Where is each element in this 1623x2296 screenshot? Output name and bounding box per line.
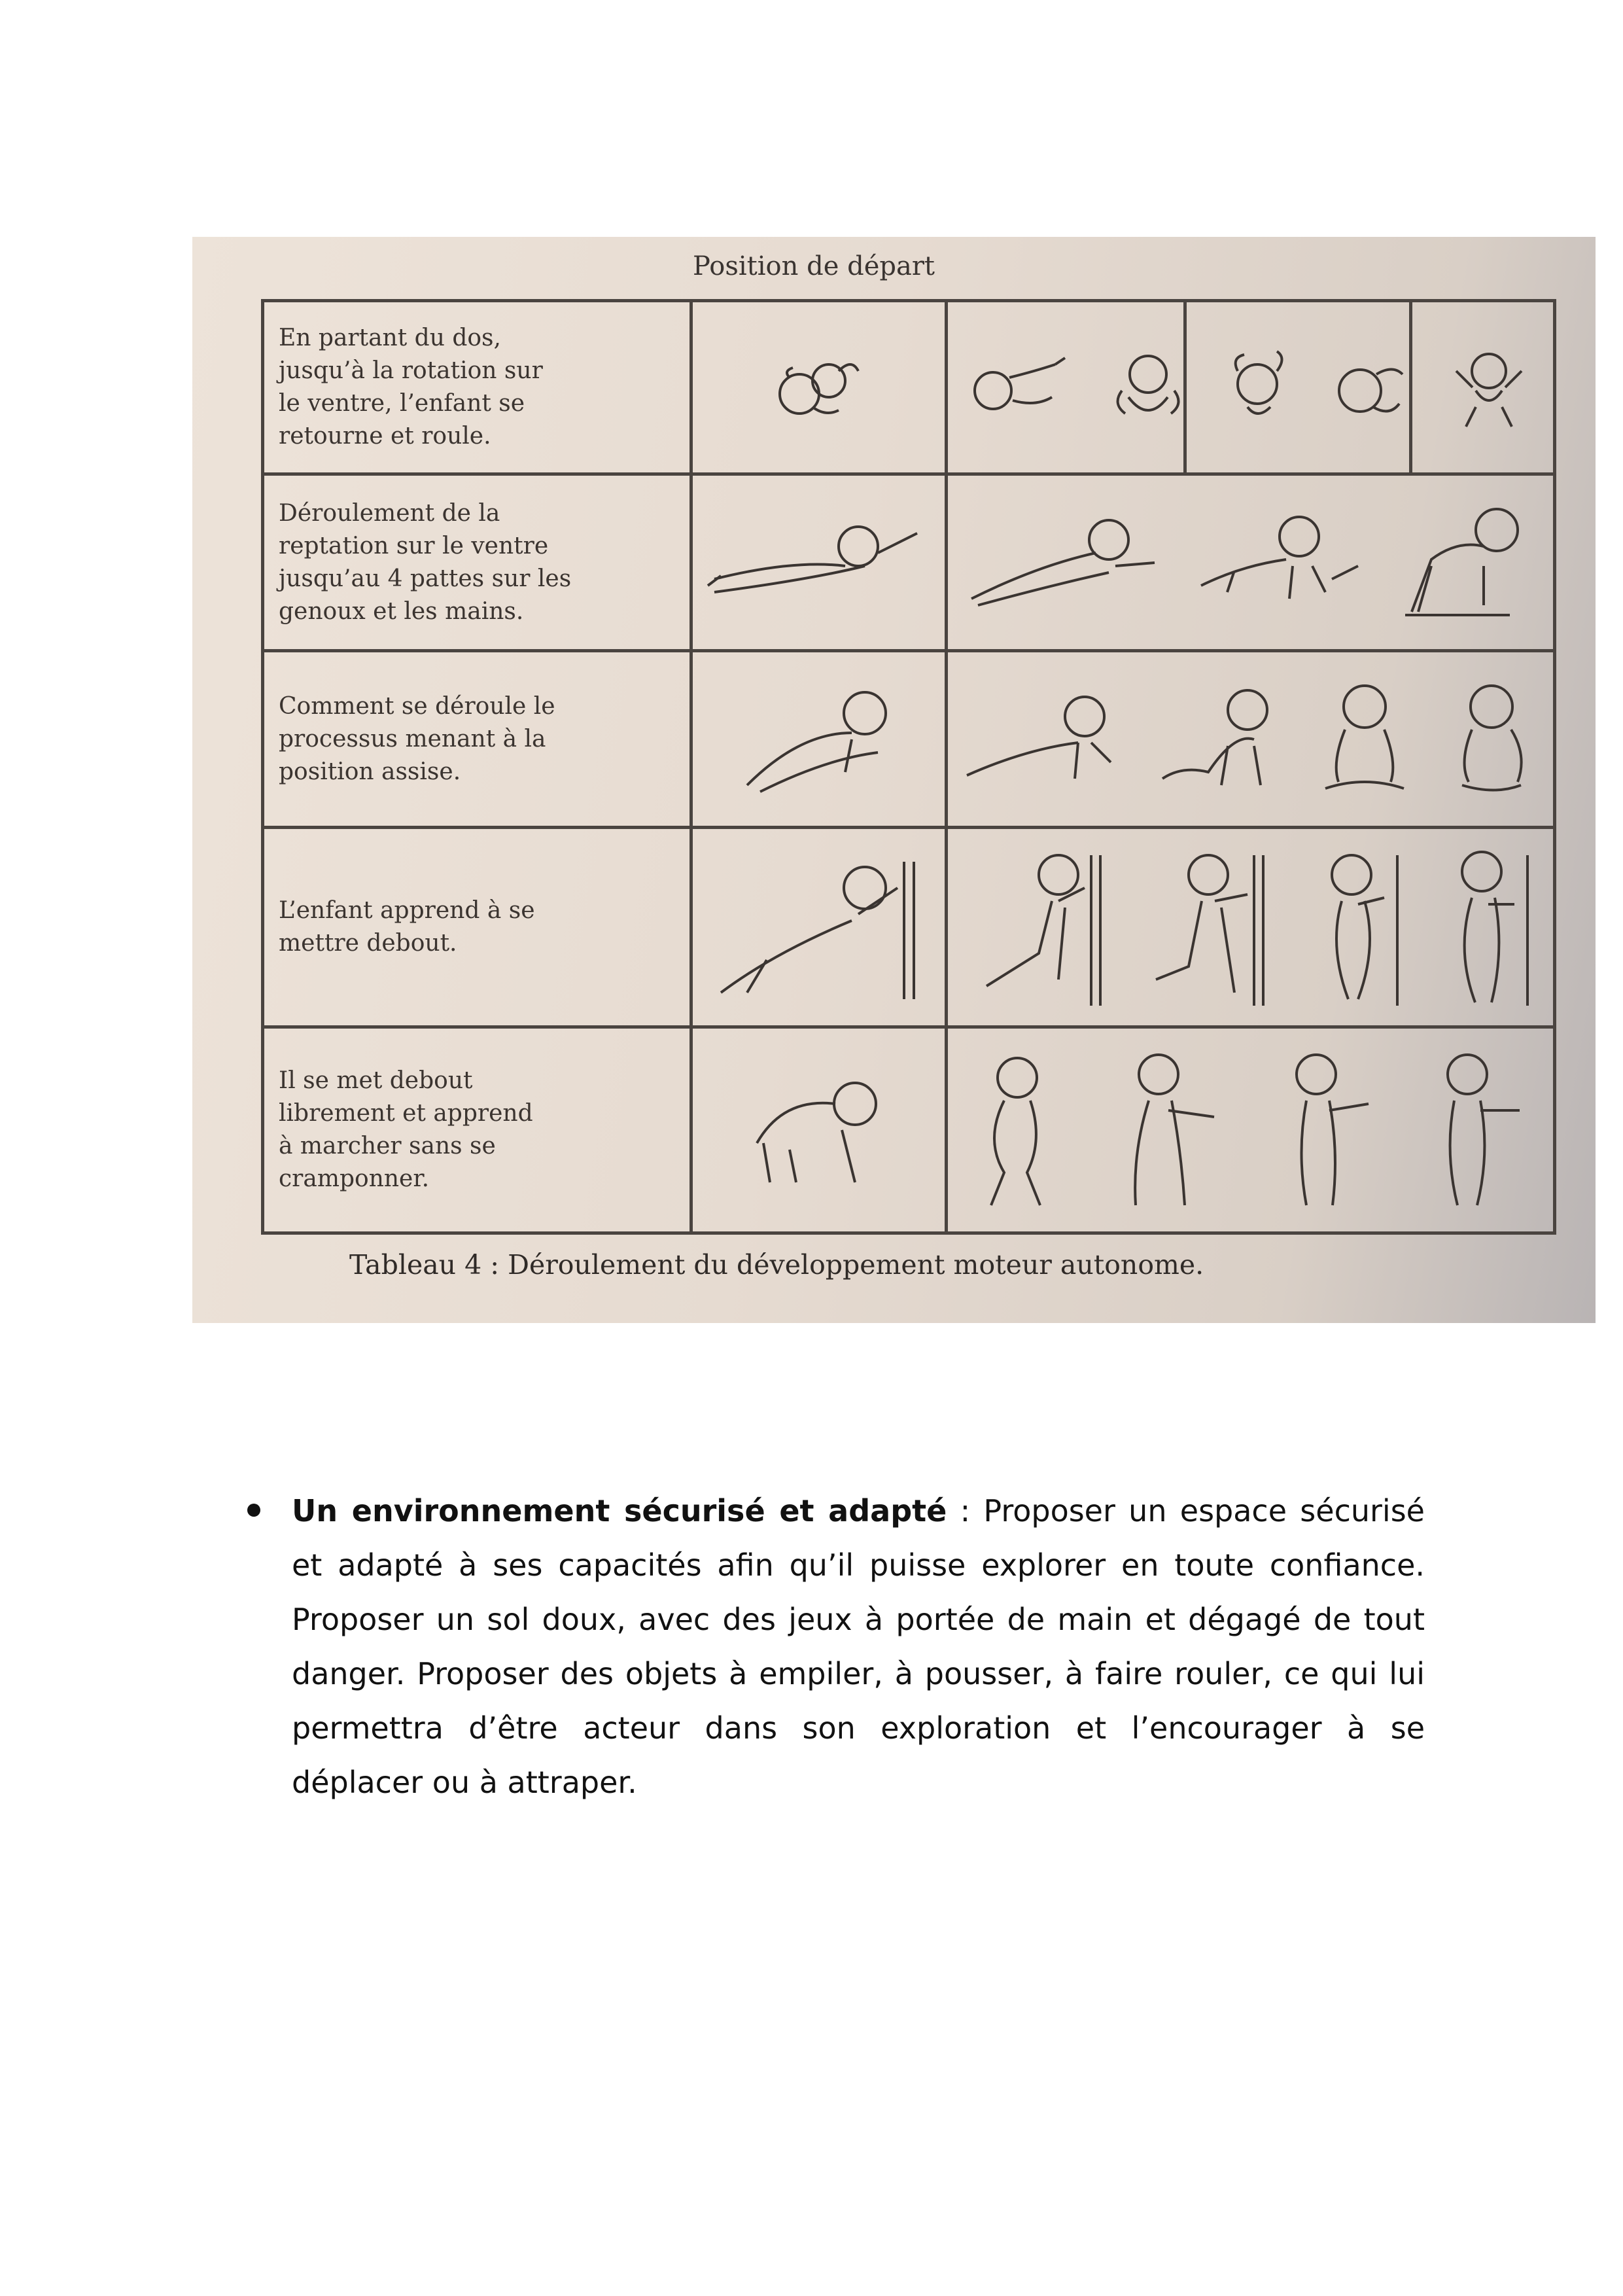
row-label: En partant du dos, jusqu’à la rotation sur le ventre, l’enfant se retourne et roule. bbox=[279, 325, 543, 450]
table-row bbox=[263, 828, 1555, 1027]
baby-crouched-illustration bbox=[968, 1045, 1066, 1215]
table-caption: Tableau 4 : Déroulement du développement moteur autonome. bbox=[349, 1249, 1204, 1280]
baby-first-step-illustration bbox=[1106, 1045, 1230, 1215]
baby-standing-support-illustration bbox=[1436, 842, 1541, 1012]
illustration-cell bbox=[948, 1029, 1553, 1231]
illustration-cell bbox=[693, 302, 945, 472]
row-label: Déroulement de la reptation sur le ventre jusqu’au 4 pattes sur les genoux et les mains. bbox=[279, 499, 572, 625]
baby-squatting-illustration bbox=[744, 1065, 894, 1195]
bullet-paragraph bbox=[292, 1484, 1425, 1810]
baby-half-kneel-illustration bbox=[1136, 842, 1274, 1012]
baby-rolled-illustration bbox=[1324, 348, 1409, 427]
table-photo bbox=[192, 237, 1596, 1323]
baby-belly-illustration bbox=[701, 514, 937, 612]
baby-walking-free-illustration bbox=[1422, 1045, 1533, 1215]
baby-turning-illustration bbox=[1221, 345, 1293, 430]
baby-reptation-illustration bbox=[958, 507, 1168, 618]
baby-sitting-illustration bbox=[1312, 677, 1417, 802]
baby-lying-illustration bbox=[767, 345, 871, 430]
bullet-title: Un environnement sécurisé et adapté bbox=[292, 1493, 947, 1528]
row-label: Comment se déroule le processus menant à la position assise. bbox=[279, 692, 555, 785]
bullet-item bbox=[247, 1484, 1425, 1810]
bullet-body: Proposer un espace sécurisé et adapté à ses capacités afin qu’il puisse explorer en toute confiance. Proposer un sol doux, avec des jeux à portée de main et dégagé de tout danger. Proposer des objets à empiler, à pousser, à faire rouler, ce qui lui permettra d’être acteur dans son exploration et l’encourager à se déplacer ou à attraper. bbox=[292, 1493, 1425, 1800]
baby-hands-knees-illustration bbox=[1392, 501, 1543, 625]
baby-walking-illustration bbox=[1270, 1045, 1382, 1215]
row-label: Il se met debout librement et apprend à marcher sans se cramponner. bbox=[279, 1067, 533, 1192]
table-row bbox=[263, 651, 1555, 828]
illustration-cell bbox=[948, 476, 1553, 649]
baby-rising-illustration bbox=[1299, 842, 1410, 1012]
illustration-cell bbox=[948, 652, 1553, 826]
baby-kneeling-support-illustration bbox=[708, 849, 930, 1006]
illustration-cell bbox=[693, 652, 945, 826]
table-row bbox=[263, 474, 1555, 651]
baby-on-back-illustration bbox=[1106, 345, 1191, 430]
baby-seated-illustration bbox=[1442, 677, 1541, 802]
photo-header: Position de départ bbox=[692, 251, 935, 281]
baby-four-legs-illustration bbox=[1188, 507, 1371, 618]
baby-lateral-illustration bbox=[960, 684, 1124, 795]
row-label: L’enfant apprend à se mettre debout. bbox=[279, 897, 535, 957]
table-row bbox=[263, 301, 1555, 474]
illustration-cell bbox=[693, 1029, 945, 1231]
baby-raising-illustration bbox=[721, 680, 917, 798]
illustration-cell bbox=[948, 829, 1553, 1025]
bullet-separator: : bbox=[947, 1493, 984, 1528]
baby-rolling-illustration bbox=[964, 348, 1075, 427]
illustration-cell bbox=[693, 476, 945, 649]
baby-kneel-illustration bbox=[960, 842, 1111, 1012]
development-table bbox=[261, 299, 1556, 1235]
illustration-cell bbox=[948, 302, 1553, 472]
bullet-dot-icon bbox=[247, 1504, 260, 1517]
baby-prone-front-illustration bbox=[1440, 342, 1538, 433]
illustration-cell bbox=[693, 829, 945, 1025]
table-row bbox=[263, 1027, 1555, 1233]
baby-half-sitting-illustration bbox=[1149, 680, 1287, 798]
